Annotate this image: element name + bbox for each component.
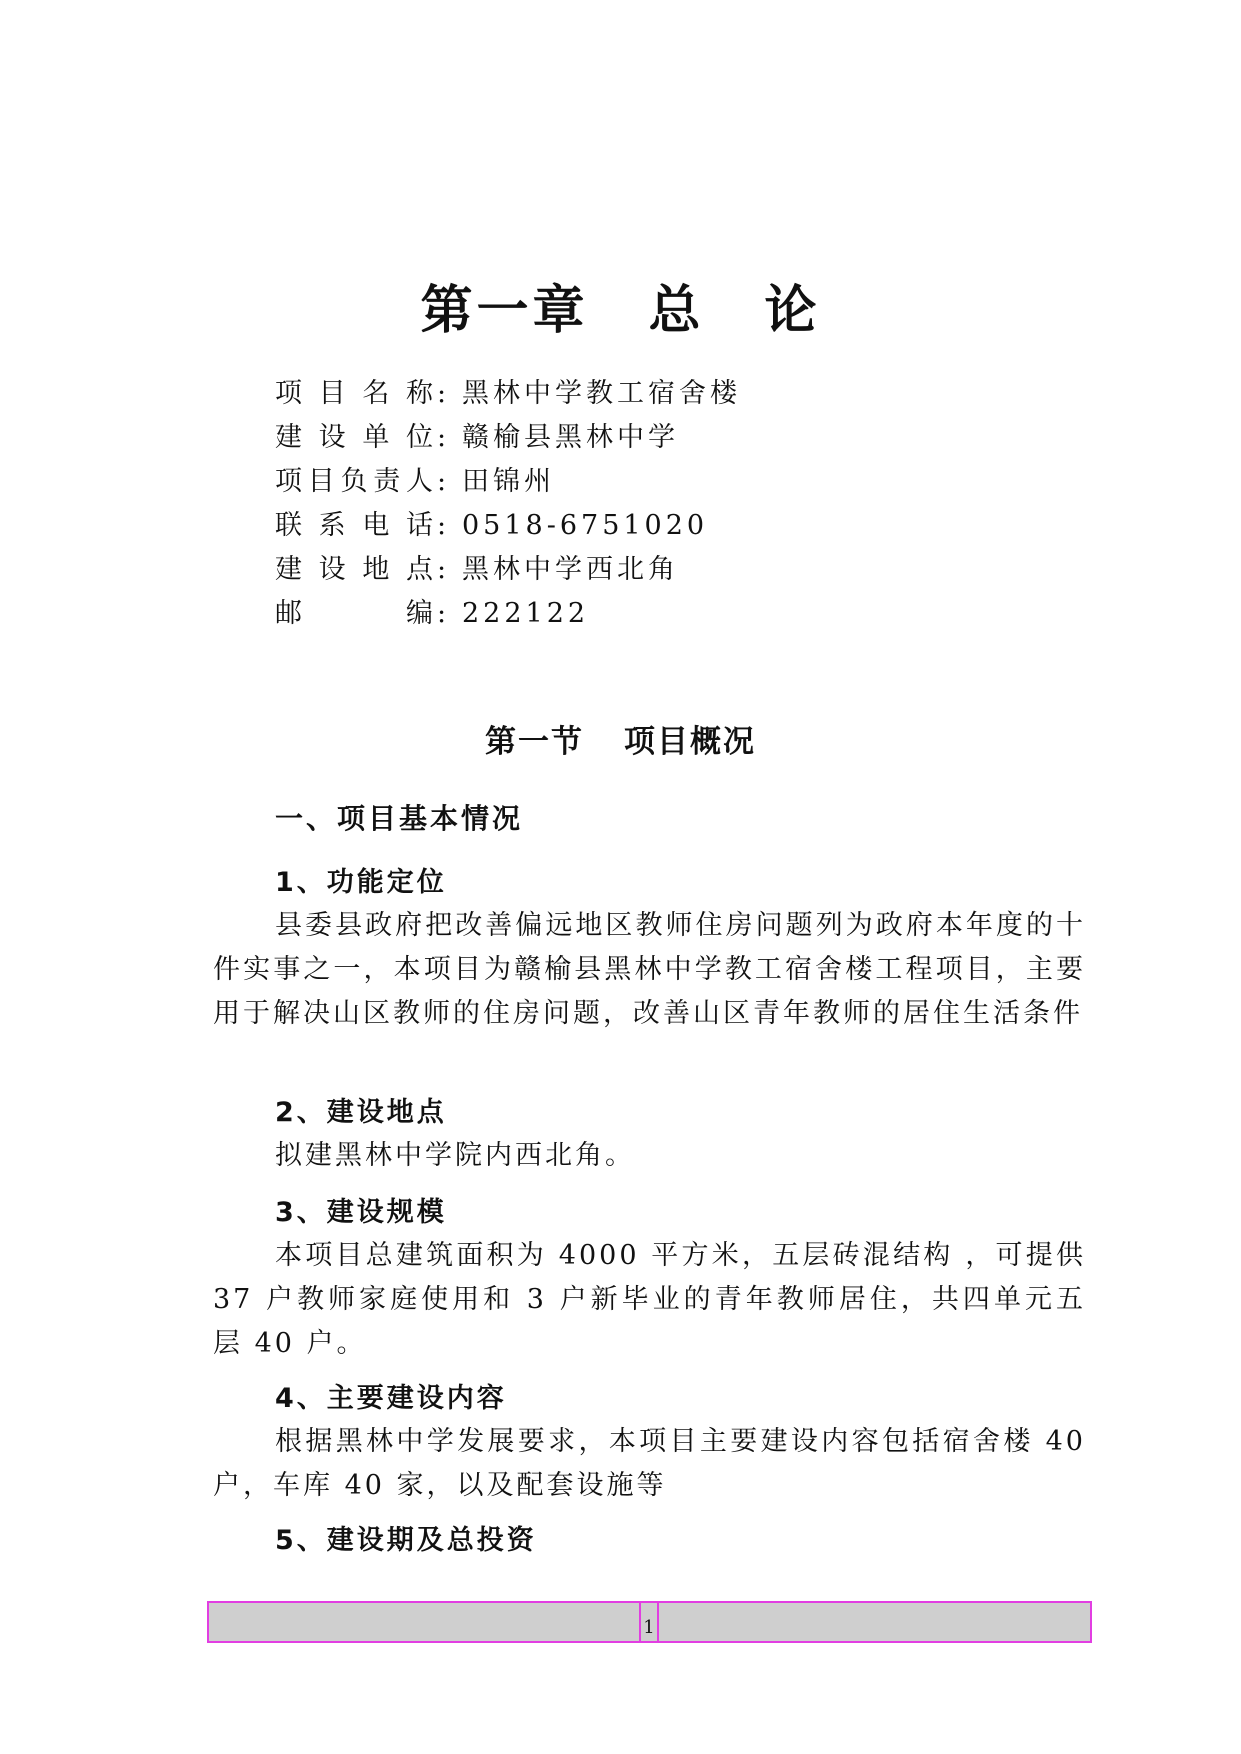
- info-row-postcode: [275, 592, 741, 636]
- info-colon: :: [437, 422, 451, 453]
- info-label: 项目负责人: [275, 466, 437, 497]
- info-colon: :: [437, 598, 451, 629]
- info-label: 联系电话: [275, 510, 437, 541]
- info-label: 邮编: [275, 598, 437, 629]
- info-value: 田锦州: [462, 466, 555, 497]
- heading-period-investment: 5、建设期及总投资: [275, 1525, 537, 1556]
- info-value: 黑林中学西北角: [462, 554, 679, 585]
- chapter-number: 第一章: [420, 281, 589, 341]
- info-label: 建设单位: [275, 422, 437, 453]
- info-label: 建设地点: [275, 554, 437, 585]
- chapter-title: [0, 268, 1241, 343]
- info-row-project-name: [275, 372, 741, 416]
- info-colon: :: [437, 378, 451, 409]
- info-colon: :: [437, 466, 451, 497]
- section-number: 第一节: [485, 724, 584, 760]
- info-value: 赣榆县黑林中学: [462, 422, 679, 453]
- heading-function: 1、功能定位: [275, 867, 447, 898]
- info-row-location: [275, 548, 741, 592]
- page-number: 1: [639, 1601, 659, 1643]
- info-label: 项目名称: [275, 378, 437, 409]
- paragraph-content: 根据黑林中学发展要求，本项目主要建设内容包括宿舍楼 40 户，车库 40 家，以及配套设施等: [213, 1426, 1086, 1501]
- info-value: 黑林中学教工宿舍楼: [462, 378, 741, 409]
- project-info-list: [275, 372, 741, 636]
- paragraph-function: 县委县政府把改善偏远地区教师住房问题列为政府本年度的十件实事之一，本项目为赣榆县黑林中学教工宿舍楼工程项目，主要用于解决山区教师的住房问题，改善山区青年教师的居住生活条件: [213, 910, 1086, 1029]
- info-colon: :: [437, 510, 451, 541]
- info-row-construction-unit: [275, 416, 741, 460]
- paragraph-location: 拟建黑林中学院内西北角。: [275, 1140, 635, 1171]
- heading-location: 2、建设地点: [275, 1097, 447, 1128]
- info-colon: :: [437, 554, 451, 585]
- info-row-phone: [275, 504, 741, 548]
- heading-content: 4、主要建设内容: [275, 1383, 507, 1414]
- chapter-title-word-1: 总: [648, 281, 705, 341]
- heading-basic-info: 一、项目基本情况: [275, 802, 524, 835]
- paragraph-scale: 本项目总建筑面积为 4000 平方米，五层砖混结构 ，可提供 37 户教师家庭使用和 3 户新毕业的青年教师居住，共四单元五层 40 户。: [213, 1240, 1086, 1359]
- info-value: 0518-6751020: [462, 510, 709, 541]
- section-name: 项目概况: [624, 724, 756, 760]
- chapter-title-word-2: 论: [764, 281, 821, 341]
- info-value: 222122: [462, 598, 590, 629]
- info-row-project-leader: [275, 460, 741, 504]
- heading-scale: 3、建设规模: [275, 1197, 447, 1228]
- section-title: [0, 716, 1241, 761]
